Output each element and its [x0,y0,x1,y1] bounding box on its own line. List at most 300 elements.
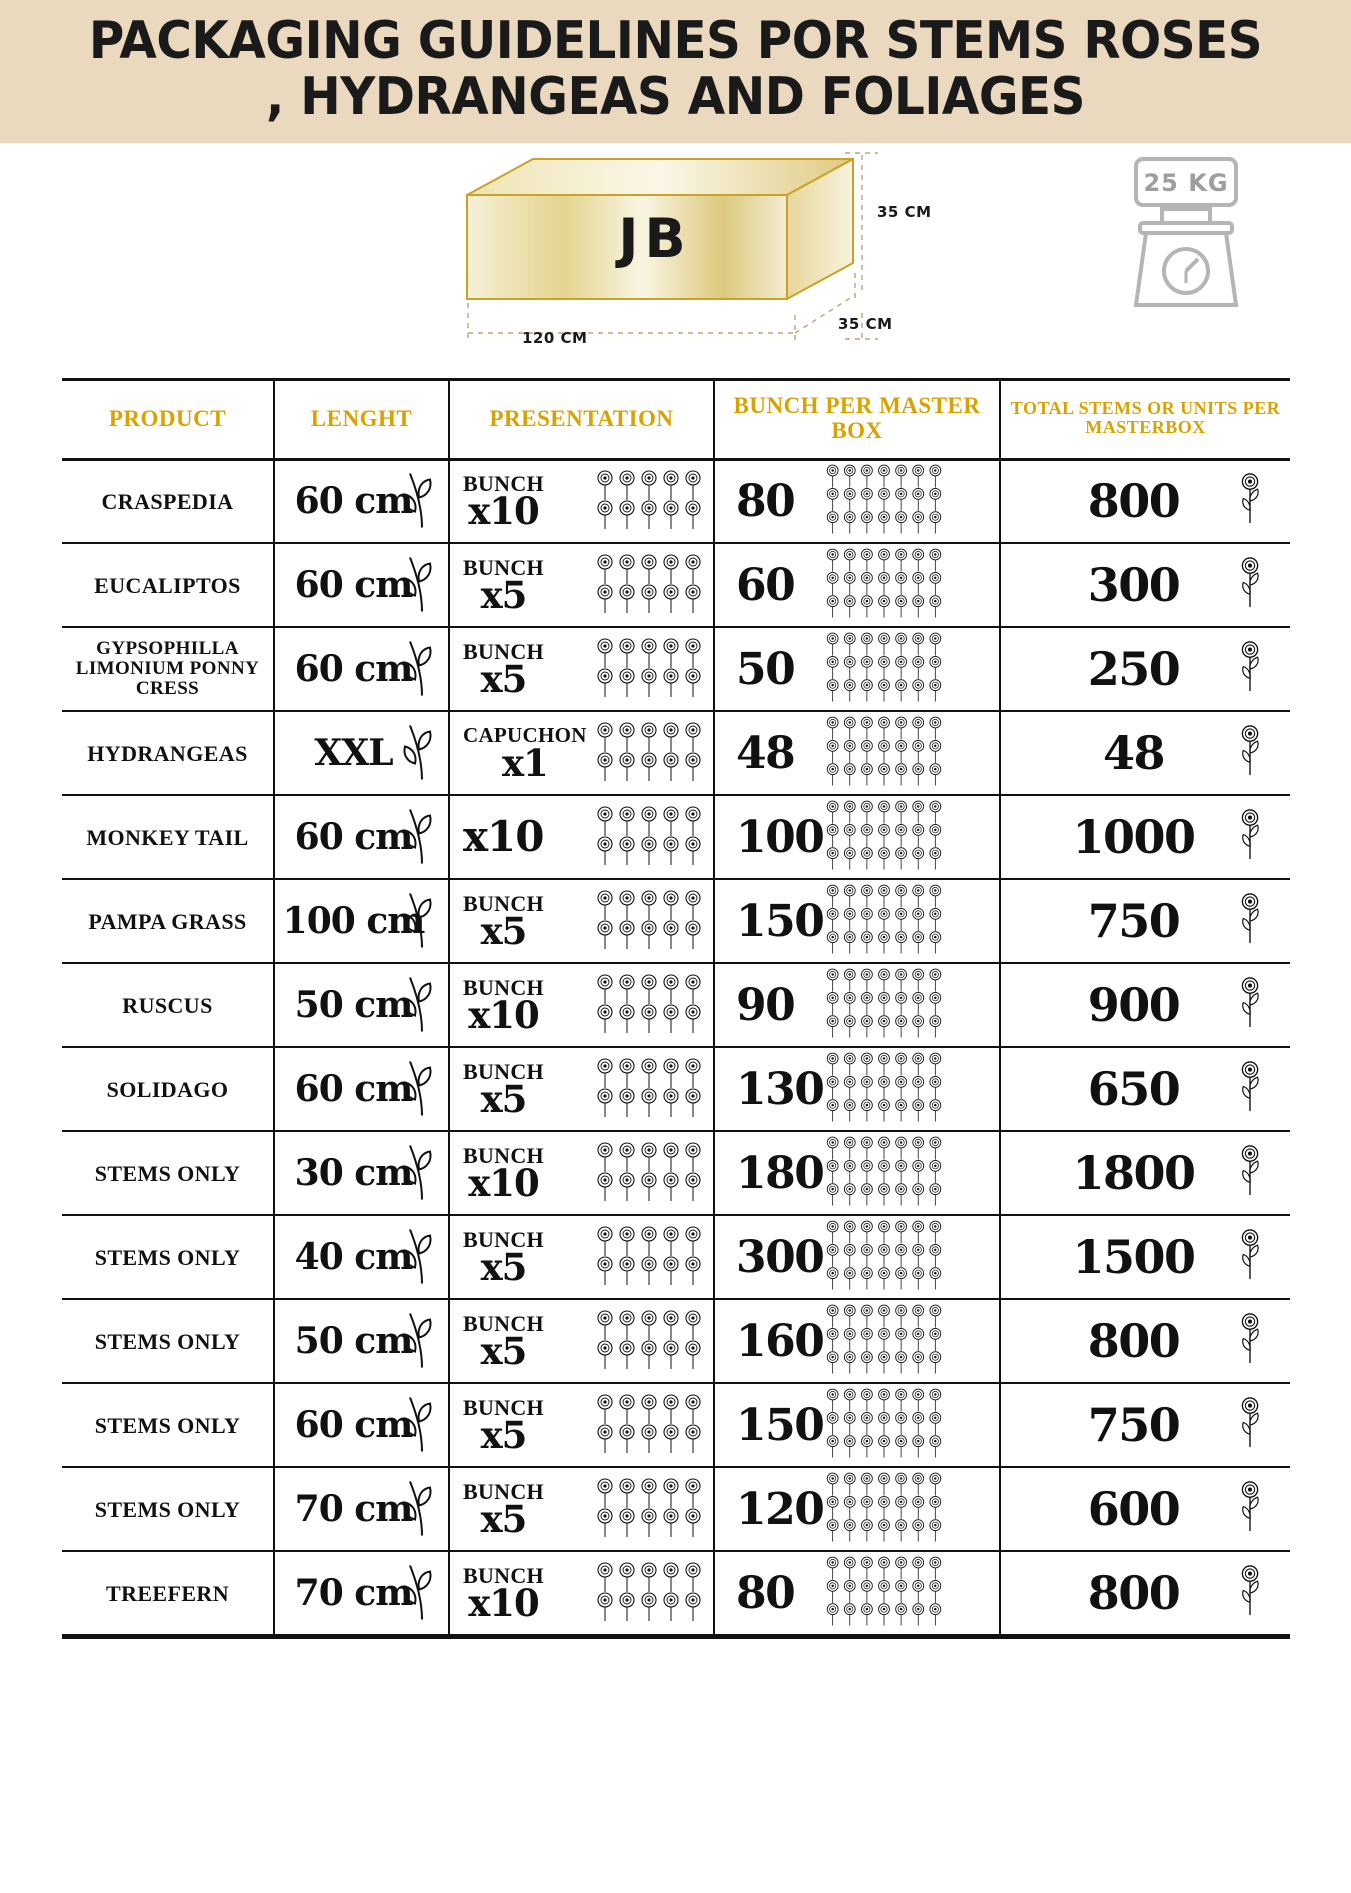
cell-bunch-per-box [714,879,1000,963]
presentation-bouquet-art [594,1477,704,1542]
bunch-per-box-value: 150 [736,895,824,947]
cell-length [274,1047,449,1131]
presentation-content [453,721,710,786]
presentation-content [453,1309,710,1374]
bouquet-icon [824,1220,944,1290]
stem-icon-wrapper [400,552,434,619]
length-value: 50 cm [294,1320,413,1363]
rose-icon [1239,1060,1261,1113]
cell-total-units [1000,1551,1290,1635]
cell-presentation [449,1299,714,1383]
presentation-content [453,1477,710,1542]
stem-icon [400,636,434,698]
cell-total-units [1000,459,1290,543]
total-units-value: 600 [1087,1482,1180,1537]
presentation-bouquet-art [594,721,704,786]
rose-icon-wrapper [1239,1480,1261,1538]
rose-icon-wrapper [1239,1060,1261,1118]
cell-product [62,879,274,963]
presentation-bouquet-art [594,553,704,618]
product-name: TREEFERN [106,1580,229,1606]
bouquet-icon [824,968,944,1038]
rose-icon [1239,1480,1261,1533]
bunch-per-box-value: 80 [736,475,795,527]
presentation-type: CAPUCHON [463,723,587,748]
cell-presentation [449,1215,714,1299]
cell-length [274,627,449,711]
bunch-bouquet-art [824,716,944,791]
presentation-quantity: x10 [463,811,544,861]
total-units-value: 900 [1087,978,1180,1033]
stem-icon [400,468,434,530]
stem-icon-wrapper [400,972,434,1039]
product-name: PAMPA GRASS [88,908,247,934]
bouquet-icon [824,884,944,954]
presentation-bouquet-art [594,1141,704,1206]
stem-icon [400,1560,434,1622]
stem-icon-wrapper [400,1476,434,1543]
presentation-content [453,1393,710,1458]
bunch-per-box-value: 180 [736,1147,824,1199]
stem-icon-wrapper [400,1308,434,1375]
table-row [62,1551,1290,1635]
bunch-content [718,1400,996,1451]
stem-icon-wrapper [400,888,434,955]
table-row [62,1215,1290,1299]
total-content [1004,474,1287,528]
presentation-text [463,811,544,861]
rose-icon-wrapper [1239,1228,1261,1286]
presentation-quantity: x5 [480,1497,527,1542]
bouquet-icon [594,721,704,781]
total-units-value: 1500 [1072,1230,1195,1285]
length-value: 60 cm [294,480,413,523]
presentation-content [453,1225,710,1290]
cell-product [62,1299,274,1383]
length-value: 60 cm [294,1068,413,1111]
total-content [1004,726,1287,780]
bouquet-icon [824,716,944,786]
presentation-quantity: x10 [468,993,539,1038]
cell-bunch-per-box [714,543,1000,627]
cell-presentation [449,1551,714,1635]
bunch-per-box-value: 60 [736,559,795,611]
rose-icon [1239,892,1261,945]
bunch-content [718,1316,996,1367]
stem-icon-wrapper [400,1224,434,1291]
cell-bunch-per-box [714,711,1000,795]
length-value: 60 cm [294,1404,413,1447]
table-row [62,1299,1290,1383]
stem-icon-wrapper [400,804,434,871]
presentation-bouquet-art [594,889,704,954]
total-units-value: 800 [1087,474,1180,529]
column-header-presentation: PRESENTATION [449,380,714,460]
bunch-content [718,1484,996,1535]
stem-icon [400,1056,434,1118]
cell-presentation [449,543,714,627]
rose-icon-wrapper [1239,1144,1261,1202]
bouquet-icon [594,1561,704,1621]
bunch-per-box-value: 100 [736,811,824,863]
total-content [1004,1566,1287,1620]
cell-bunch-per-box [714,963,1000,1047]
bouquet-icon [824,1556,944,1626]
presentation-text [463,1142,544,1206]
total-units-value: 650 [1087,1062,1180,1117]
cell-total-units [1000,879,1290,963]
rose-icon-wrapper [1239,472,1261,530]
page-header [0,0,1351,143]
rose-icon [1239,1228,1261,1281]
cell-total-units [1000,543,1290,627]
bunch-per-box-value: 300 [736,1231,824,1283]
total-units-value: 750 [1087,894,1180,949]
bunch-per-box-value: 48 [736,727,795,779]
presentation-quantity: x5 [480,1413,527,1458]
rose-icon [1239,472,1261,525]
packaging-table-container [62,378,1290,1639]
bouquet-icon [594,637,704,697]
presentation-quantity: x5 [480,1329,527,1374]
presentation-content [453,1561,710,1626]
presentation-bouquet-art [594,1393,704,1458]
rose-icon [1239,1144,1261,1197]
stem-icon-wrapper [400,1560,434,1627]
total-content [1004,558,1287,612]
presentation-bouquet-art [594,805,704,870]
presentation-text [463,471,544,534]
column-header-total-stems: TOTAL STEMS OR UNITS PER MASTERBOX [1000,380,1290,460]
cell-product [62,1551,274,1635]
rose-icon [1239,556,1261,609]
presentation-text [463,890,544,954]
length-value: 60 cm [294,648,413,691]
column-header-product: PRODUCT [62,380,274,460]
table-row [62,1131,1290,1215]
bouquet-icon [594,973,704,1033]
cell-total-units [1000,963,1290,1047]
bunch-content [718,896,996,947]
rose-icon [1239,976,1261,1029]
bouquet-icon [824,1388,944,1458]
total-content [1004,1398,1287,1452]
total-units-value: 250 [1087,642,1180,697]
presentation-type: BUNCH [463,1310,544,1336]
bouquet-icon [824,1136,944,1206]
column-header-bunch-per-master-box: BUNCH PER MASTER BOX [714,380,1000,460]
cell-product [62,627,274,711]
length-value: 70 cm [294,1488,413,1531]
rose-icon-wrapper [1239,976,1261,1034]
bouquet-icon [594,805,704,865]
bouquet-icon [594,1225,704,1285]
presentation-bouquet-art [594,1561,704,1626]
cell-product [62,711,274,795]
bunch-content [718,728,996,779]
bunch-content [718,1568,996,1619]
bunch-bouquet-art [824,1136,944,1211]
cell-bunch-per-box [714,795,1000,879]
bouquet-icon [594,1057,704,1117]
cell-total-units [1000,627,1290,711]
bunch-content [718,560,996,611]
rose-icon-wrapper [1239,1396,1261,1454]
bunch-per-box-value: 120 [736,1483,824,1535]
cell-length [274,711,449,795]
length-value: 60 cm [294,564,413,607]
rose-icon-wrapper [1239,808,1261,866]
product-name: RUSCUS [122,992,213,1018]
length-value: 60 cm [294,816,413,859]
weight-scale-illustration [1126,155,1246,315]
stem-icon [400,552,434,614]
presentation-bouquet-art [594,973,704,1038]
bouquet-icon [824,548,944,618]
bunch-content [718,980,996,1031]
cell-total-units [1000,1383,1290,1467]
bouquet-icon [824,800,944,870]
box-label: JB [618,206,692,270]
presentation-text [463,638,544,702]
product-name: STEMS ONLY [94,1160,241,1186]
cell-product [62,459,274,543]
table-row [62,879,1290,963]
bouquet-icon [824,464,944,534]
presentation-quantity: x5 [480,909,527,954]
cell-product [62,795,274,879]
table-bottom-rule [62,1636,1290,1639]
rose-icon [1239,724,1261,777]
stem-icon [400,1140,434,1202]
box-depth-dimension: 35 CM [838,315,893,334]
bunch-per-box-value: 150 [736,1399,824,1451]
cell-total-units [1000,1047,1290,1131]
cell-total-units [1000,1131,1290,1215]
stem-icon [400,1308,434,1370]
presentation-text [463,1562,544,1626]
cell-presentation [449,963,714,1047]
presentation-text [463,1478,544,1542]
product-name: CRASPEDIA [101,488,234,514]
stem-icon-wrapper [400,1140,434,1207]
cell-total-units [1000,795,1290,879]
presentation-type: BUNCH [463,1226,544,1252]
cell-product [62,1467,274,1551]
stem-icon [400,1392,434,1454]
cell-presentation [449,879,714,963]
box-width-dimension: 120 CM [522,329,588,348]
cell-bunch-per-box [714,1299,1000,1383]
cell-length [274,543,449,627]
product-name: EUCALIPTOS [94,572,241,598]
length-value: 100 cm [282,900,425,943]
stem-icon [400,888,434,950]
cell-presentation [449,1467,714,1551]
cell-product [62,543,274,627]
rose-icon-wrapper [1239,1312,1261,1370]
bunch-bouquet-art [824,1220,944,1295]
bouquet-icon [594,889,704,949]
total-content [1004,978,1287,1032]
table-row [62,1047,1290,1131]
stem-icon [400,1224,434,1286]
bunch-bouquet-art [824,464,944,539]
bunch-per-box-value: 160 [736,1315,824,1367]
box-height-dimension: 35 CM [877,203,932,222]
product-name: SOLIDAGO [106,1076,229,1102]
presentation-type: BUNCH [463,1562,544,1588]
bouquet-icon [594,469,704,529]
presentation-bouquet-art [594,1057,704,1122]
bunch-content [718,812,996,863]
cell-length [274,795,449,879]
bouquet-icon [824,632,944,702]
stem-icon-wrapper [400,636,434,703]
total-content [1004,1062,1287,1116]
presentation-quantity: x5 [480,573,527,618]
total-content [1004,1314,1287,1368]
rose-icon [1239,1312,1261,1365]
bunch-content [718,1148,996,1199]
presentation-content [453,1057,710,1122]
stem-icon [400,1476,434,1538]
bunch-bouquet-art [824,968,944,1043]
column-header-length: LENGHT [274,380,449,460]
product-name: MONKEY TAIL [86,824,249,850]
presentation-bouquet-art [594,1225,704,1290]
product-name: STEMS ONLY [94,1496,241,1522]
presentation-content [453,805,710,870]
stem-icon-wrapper [400,1392,434,1459]
presentation-quantity: x10 [468,489,539,534]
bunch-per-box-value: 50 [736,643,795,695]
presentation-content [453,1141,710,1206]
presentation-quantity: x1 [501,740,548,785]
stem-icon [400,972,434,1034]
cell-presentation [449,627,714,711]
total-content [1004,1482,1287,1536]
presentation-quantity: x5 [480,657,527,702]
table-row [62,711,1290,795]
cell-length [274,459,449,543]
product-name: GYPSOPHILLA LIMONIUM PONNY CRESS [75,638,260,700]
bouquet-icon [594,1309,704,1369]
cell-product [62,1131,274,1215]
stem-icon-wrapper [400,1056,434,1123]
bouquet-icon [824,1304,944,1374]
cell-length [274,879,449,963]
bunch-bouquet-art [824,800,944,875]
presentation-quantity: x10 [468,1161,539,1206]
total-content [1004,810,1287,864]
presentation-bouquet-art [594,1309,704,1374]
bunch-bouquet-art [824,1304,944,1379]
stem-icon-wrapper [400,720,434,787]
table-row [62,1467,1290,1551]
presentation-text [463,1226,544,1290]
table-row [62,627,1290,711]
total-units-value: 1800 [1072,1146,1195,1201]
rose-icon-wrapper [1239,640,1261,698]
rose-icon-wrapper [1239,892,1261,950]
presentation-content [453,637,710,702]
presentation-type: BUNCH [463,1478,544,1504]
presentation-quantity: x5 [480,1077,527,1122]
cell-bunch-per-box [714,1467,1000,1551]
length-value: 40 cm [294,1236,413,1279]
presentation-text [463,1058,544,1122]
cell-length [274,1467,449,1551]
bunch-bouquet-art [824,1556,944,1631]
cell-product [62,1215,274,1299]
cell-presentation [449,711,714,795]
rose-icon-wrapper [1239,556,1261,614]
presentation-text [463,1394,544,1458]
rose-icon [1239,640,1261,693]
total-units-value: 750 [1087,1398,1180,1453]
table-row [62,459,1290,543]
cell-bunch-per-box [714,1551,1000,1635]
presentation-content [453,889,710,954]
cell-presentation [449,459,714,543]
product-name: HYDRANGEAS [87,740,248,766]
cell-bunch-per-box [714,1215,1000,1299]
cell-length [274,1551,449,1635]
bouquet-icon [594,1141,704,1201]
bunch-bouquet-art [824,632,944,707]
bunch-per-box-value: 80 [736,1567,795,1619]
length-value: 50 cm [294,984,413,1027]
cell-bunch-per-box [714,1047,1000,1131]
total-units-value: 800 [1087,1566,1180,1621]
bouquet-icon [594,553,704,613]
cell-bunch-per-box [714,1383,1000,1467]
presentation-type: BUNCH [463,554,544,580]
bouquet-icon [824,1052,944,1122]
presentation-type: BUNCH [463,1394,544,1420]
presentation-text [463,974,544,1038]
total-content [1004,1230,1287,1284]
scale-weight-label: 25 KG [1143,169,1229,198]
presentation-content [453,973,710,1038]
bunch-bouquet-art [824,548,944,623]
cell-length [274,963,449,1047]
product-name: STEMS ONLY [94,1244,241,1270]
presentation-type: BUNCH [463,974,544,1000]
product-name: STEMS ONLY [94,1328,241,1354]
table-header-row [62,380,1290,460]
cell-total-units [1000,1215,1290,1299]
cell-product [62,1383,274,1467]
table-row [62,543,1290,627]
cell-total-units [1000,711,1290,795]
presentation-type: BUNCH [463,890,544,916]
length-value: XXL [314,732,393,775]
bunch-per-box-value: 130 [736,1063,824,1115]
cell-bunch-per-box [714,1131,1000,1215]
cell-product [62,963,274,1047]
bunch-content [718,1064,996,1115]
total-content [1004,642,1287,696]
cell-length [274,1299,449,1383]
total-units-value: 48 [1102,726,1164,781]
cell-presentation [449,1131,714,1215]
rose-icon [1239,1564,1261,1617]
bunch-bouquet-art [824,1052,944,1127]
rose-icon [1239,1396,1261,1449]
stem-icon [400,804,434,866]
